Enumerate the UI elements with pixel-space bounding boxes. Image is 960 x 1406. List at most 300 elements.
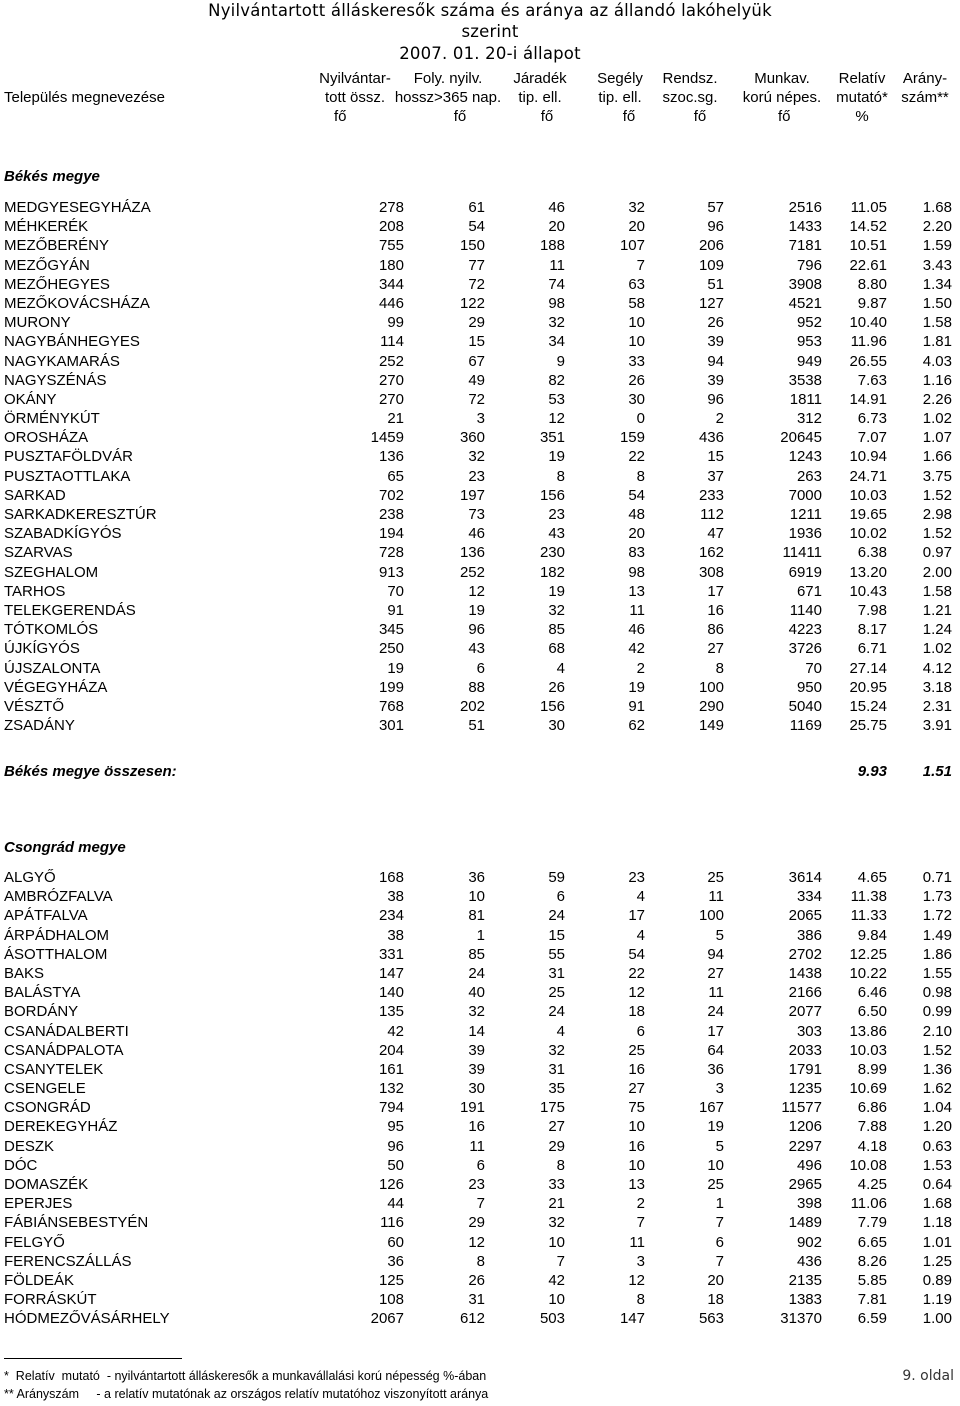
relative-index-cell: 11.05 [850,199,887,216]
registered-total-cell: 19 [387,659,404,677]
registered-total-cell: 108 [378,1291,404,1309]
registered-total-cell: 38 [387,888,404,906]
settlement-name-cell: ÁSOTTHALOM [4,945,108,963]
benefit-cell: 53 [548,390,565,408]
working-age-cell: 1438 [788,964,822,982]
registered-total-cell: 50 [387,1156,404,1174]
table-row [0,1271,960,1290]
working-age-cell: 312 [796,410,822,428]
benefit-cell: 19 [548,448,565,466]
relative-index-cell: 10.08 [849,1156,887,1174]
aid-cell: 11 [629,601,645,619]
registered-total-cell: 446 [378,294,404,312]
table-row [0,256,960,275]
working-age-cell: 1811 [789,390,822,408]
relative-index-cell: 25.75 [849,717,887,735]
header-text: Relatív [838,70,886,87]
header-text: Járadék [513,70,567,87]
header-benefit [495,69,585,126]
registered-total-cell: 95 [387,1118,404,1136]
table-row [0,390,960,409]
settlement-name-cell: CSANÁDALBERTI [4,1022,129,1040]
settlement-name-cell: NAGYBÁNHEGYES [4,333,140,351]
settlement-name-cell: MEZŐKOVÁCSHÁZA [4,294,150,312]
header-social [645,69,735,126]
working-age-cell: 7181 [788,237,822,255]
social-cell: 17 [707,1022,724,1040]
long-term-cell: 8 [476,1252,485,1270]
registered-total-cell: 344 [378,275,404,293]
table-row [0,1233,960,1252]
ratio-cell: 1.66 [922,448,952,466]
benefit-cell: 188 [539,237,565,255]
benefit-cell: 46 [548,199,565,216]
registered-total-cell: 136 [378,448,404,466]
long-term-cell: 1 [476,926,485,944]
relative-index-cell: 14.52 [849,218,887,236]
footnote-divider [4,1358,182,1359]
settlement-name-cell: CSANYTELEK [4,1060,104,1078]
registered-total-cell: 331 [378,945,404,963]
registered-total-cell: 204 [378,1041,404,1059]
settlement-name-cell: ÚJSZALONTA [4,659,101,677]
table-row [0,697,960,716]
settlement-name-cell: MÉHKERÉK [4,218,89,236]
social-cell: 26 [707,314,724,332]
header-unit: fő [334,108,347,125]
aid-cell: 26 [628,371,645,389]
relative-index-cell: 24.71 [849,467,887,485]
relative-index-cell: 11.06 [850,1195,887,1213]
social-cell: 11 [708,888,724,906]
aid-cell: 13 [628,582,645,600]
social-cell: 96 [707,390,724,408]
long-term-cell: 88 [468,678,485,696]
benefit-cell: 32 [548,314,565,332]
working-age-cell: 1211 [789,506,822,523]
relative-index-cell: 10.03 [849,486,887,504]
settlement-name-cell: SZABADKÍGYÓS [4,525,122,543]
table-row [0,620,960,639]
long-term-cell: 29 [468,1214,485,1232]
ratio-cell: 1.49 [922,926,952,944]
ratio-cell: 1.58 [922,314,952,332]
settlement-name-cell: DEREKEGYHÁZ [4,1118,118,1136]
relative-index-cell: 9.84 [857,926,887,944]
long-term-cell: 73 [468,506,485,523]
registered-total-cell: 21 [387,410,404,428]
header-text: tip. ell. [518,89,562,106]
aid-cell: 2 [636,659,645,677]
table-row [0,1002,960,1021]
social-cell: 94 [707,945,724,963]
registered-total-cell: 250 [378,640,404,658]
settlement-name-cell: ZSADÁNY [4,717,75,735]
relative-index-cell: 10.51 [849,237,887,255]
aid-cell: 46 [628,621,645,639]
aid-cell: 22 [628,964,645,982]
working-age-cell: 303 [796,1022,822,1040]
total-ratio-bekes: 1.51 [922,763,952,780]
benefit-cell: 24 [548,1003,565,1021]
social-cell: 7 [715,1252,724,1270]
aid-cell: 23 [628,869,645,886]
working-age-cell: 1169 [789,717,822,735]
table-row [0,1175,960,1194]
header-unit: fő [622,108,636,125]
footnote-ratio: ** Arányszám - a relatív mutatónak az országos relatív mutatóhoz viszonyított aránya [4,1387,489,1401]
ratio-cell: 0.98 [922,984,952,1002]
relative-index-cell: 6.50 [857,1003,887,1021]
settlement-name-cell: ALGYŐ [4,869,56,886]
table-row [0,352,960,371]
settlement-name-cell: FÖLDEÁK [4,1271,75,1289]
ratio-cell: 2.98 [922,506,952,523]
section-title-bekes: Békés megye [4,168,100,185]
working-age-cell: 31370 [780,1310,822,1328]
table-row [0,294,960,313]
ratio-cell: 2.20 [922,218,952,236]
working-age-cell: 2702 [788,945,822,963]
long-term-cell: 15 [468,333,485,351]
title-line-1: Nyilvántartott álláskeresők száma és aránya az állandó lakóhelyük szerint [208,1,772,41]
benefit-cell: 503 [539,1310,565,1328]
relative-index-cell: 8.80 [857,275,887,293]
working-age-cell: 1235 [788,1080,822,1098]
ratio-cell: 1.68 [922,1195,952,1213]
benefit-cell: 11 [549,256,565,274]
working-age-cell: 11411 [782,544,822,562]
social-cell: 149 [698,717,724,735]
table-row [0,313,960,332]
settlement-name-cell: OROSHÁZA [4,429,89,447]
settlement-name-cell: PUSZTAOTTLAKA [4,467,131,485]
table-row [0,887,960,906]
long-term-cell: 252 [459,563,485,581]
relative-index-cell: 27.14 [849,659,887,677]
registered-total-cell: 70 [387,582,404,600]
header-text: tip. ell. [598,89,642,106]
ratio-cell: 1.62 [922,1080,952,1098]
relative-index-cell: 6.65 [857,1233,887,1251]
aid-cell: 42 [628,640,645,658]
settlement-name-cell: TELEKGERENDÁS [4,601,136,619]
working-age-cell: 902 [796,1233,822,1251]
table-row [0,1137,960,1156]
relative-index-cell: 7.79 [857,1214,887,1232]
benefit-cell: 42 [548,1271,565,1289]
settlement-name-cell: OKÁNY [4,390,57,408]
relative-index-cell: 19.65 [849,506,887,523]
registered-total-cell: 270 [378,390,404,408]
settlement-name-cell: PUSZTAFÖLDVÁR [4,448,133,466]
benefit-cell: 4 [556,659,565,677]
settlement-name-cell: SZARVAS [4,544,73,562]
ratio-cell: 1.16 [922,371,952,389]
settlement-name-cell: FERENCSZÁLLÁS [4,1252,132,1270]
ratio-cell: 1.20 [922,1118,952,1136]
registered-total-cell: 194 [378,525,404,543]
aid-cell: 58 [628,294,645,312]
ratio-cell: 2.26 [922,390,952,408]
registered-total-cell: 768 [378,697,404,715]
ratio-cell: 1.73 [922,888,952,906]
social-cell: 17 [707,582,724,600]
working-age-cell: 70 [805,659,822,677]
table-row [0,486,960,505]
benefit-cell: 32 [548,1214,565,1232]
social-cell: 3 [715,1080,724,1098]
social-cell: 5 [715,926,724,944]
ratio-cell: 1.55 [922,964,952,982]
social-cell: 112 [700,506,724,523]
social-cell: 57 [707,199,724,216]
long-term-cell: 6 [476,659,485,677]
registered-total-cell: 38 [387,926,404,944]
table-row [0,1213,960,1232]
working-age-cell: 496 [796,1156,822,1174]
settlement-name-cell: FÁBIÁNSEBESTYÉN [4,1214,149,1232]
aid-cell: 159 [619,429,645,447]
settlement-name-cell: MEZŐGYÁN [4,256,90,274]
table-row [0,371,960,390]
working-age-cell: 2033 [788,1041,822,1059]
table-row [0,926,960,945]
registered-total-cell: 126 [378,1176,404,1193]
ratio-cell: 1.19 [922,1291,952,1309]
header-text: Rendsz. [662,70,718,87]
long-term-cell: 14 [468,1022,485,1040]
long-term-cell: 12 [468,582,485,600]
registered-total-cell: 65 [387,467,404,485]
long-term-cell: 10 [468,888,485,906]
table-row [0,1309,960,1328]
registered-total-cell: 140 [378,984,404,1002]
aid-cell: 20 [628,525,645,543]
ratio-cell: 0.97 [922,544,952,562]
working-age-cell: 3908 [788,275,822,293]
long-term-cell: 29 [468,314,485,332]
table-row [0,983,960,1002]
table-row [0,563,960,582]
benefit-cell: 12 [548,410,565,428]
aid-cell: 0 [636,410,645,428]
ratio-cell: 2.00 [922,563,952,581]
aid-cell: 19 [628,678,645,696]
registered-total-cell: 278 [378,199,404,216]
table-row [0,1117,960,1136]
relative-index-cell: 7.88 [857,1118,887,1136]
settlement-name-cell: ÖRMÉNYKÚT [4,410,100,428]
registered-total-cell: 208 [378,218,404,236]
long-term-cell: 49 [468,371,485,389]
relative-index-cell: 5.85 [857,1271,887,1289]
relative-index-cell: 13.86 [849,1022,887,1040]
table-bekes [0,198,960,735]
benefit-cell: 230 [539,544,565,562]
relative-index-cell: 26.55 [849,352,887,370]
registered-total-cell: 702 [378,486,404,504]
registered-total-cell: 755 [378,237,404,255]
ratio-cell: 1.02 [922,410,952,428]
long-term-cell: 77 [468,256,485,274]
benefit-cell: 31 [548,1060,565,1078]
aid-cell: 91 [628,697,645,715]
aid-cell: 107 [619,237,645,255]
relative-index-cell: 8.26 [857,1252,887,1270]
settlement-name-cell: CSENGELE [4,1080,86,1098]
working-age-cell: 20645 [780,429,822,447]
long-term-cell: 72 [468,275,485,293]
aid-cell: 6 [636,1022,645,1040]
relative-index-cell: 14.91 [849,390,887,408]
relative-index-cell: 8.99 [857,1060,887,1078]
social-cell: 290 [698,697,724,715]
working-age-cell: 436 [796,1252,822,1270]
working-age-cell: 1140 [789,601,822,619]
aid-cell: 10 [628,333,645,351]
working-age-cell: 2077 [788,1003,822,1021]
table-row [0,543,960,562]
long-term-cell: 150 [459,237,485,255]
working-age-cell: 3614 [788,869,822,886]
benefit-cell: 156 [539,486,565,504]
ratio-cell: 0.63 [922,1137,952,1155]
long-term-cell: 6 [476,1156,485,1174]
registered-total-cell: 199 [378,678,404,696]
ratio-cell: 1.58 [922,582,952,600]
relative-index-cell: 11.38 [850,888,887,906]
aid-cell: 20 [628,218,645,236]
aid-cell: 62 [628,717,645,735]
social-cell: 27 [707,964,724,982]
aid-cell: 48 [628,506,645,523]
relative-index-cell: 4.65 [857,869,887,886]
benefit-cell: 4 [556,1022,565,1040]
registered-total-cell: 116 [380,1214,404,1232]
aid-cell: 75 [628,1099,645,1117]
header-text: Munkav. [754,70,810,87]
registered-total-cell: 234 [378,907,404,925]
relative-index-cell: 10.69 [849,1080,887,1098]
registered-total-cell: 42 [387,1022,404,1040]
social-cell: 24 [707,1003,724,1021]
benefit-cell: 33 [548,1176,565,1193]
ratio-cell: 3.43 [922,256,952,274]
ratio-cell: 0.71 [922,869,952,886]
total-label-bekes: Békés megye összesen: [4,763,177,780]
social-cell: 436 [698,429,724,447]
benefit-cell: 10 [548,1233,565,1251]
long-term-cell: 19 [468,601,485,619]
registered-total-cell: 161 [378,1060,404,1078]
ratio-cell: 1.52 [922,1041,952,1059]
aid-cell: 10 [628,1118,645,1136]
ratio-cell: 1.24 [922,621,952,639]
social-cell: 64 [707,1041,724,1059]
aid-cell: 147 [619,1310,645,1328]
registered-total-cell: 168 [378,869,404,886]
working-age-cell: 2135 [788,1271,822,1289]
table-row [0,467,960,486]
settlement-name-cell: NAGYSZÉNÁS [4,371,107,389]
settlement-name-cell: SARKAD [4,486,66,504]
social-cell: 51 [707,275,724,293]
table-row [0,582,960,601]
working-age-cell: 2516 [788,199,822,216]
registered-total-cell: 270 [378,371,404,389]
working-age-cell: 6919 [788,563,822,581]
settlement-name-cell: EPERJES [4,1195,73,1213]
aid-cell: 7 [636,256,645,274]
ratio-cell: 1.81 [922,333,952,351]
aid-cell: 17 [628,907,645,925]
settlement-name-cell: AMBRÓZFALVA [4,888,113,906]
benefit-cell: 6 [556,888,565,906]
working-age-cell: 386 [796,926,822,944]
relative-index-cell: 7.63 [857,371,887,389]
aid-cell: 4 [636,926,645,944]
social-cell: 109 [698,256,724,274]
ratio-cell: 2.10 [922,1022,952,1040]
aid-cell: 32 [628,199,645,216]
relative-index-cell: 7.98 [857,601,887,619]
header-text: korú népes. [742,89,822,106]
ratio-cell: 1.86 [922,945,952,963]
settlement-name-cell: ÚJKÍGYÓS [4,640,80,658]
table-row [0,639,960,658]
social-cell: 2 [715,410,724,428]
long-term-cell: 3 [476,410,485,428]
table-csongrad [0,868,960,1329]
aid-cell: 83 [628,544,645,562]
social-cell: 7 [715,1214,724,1232]
long-term-cell: 12 [468,1233,485,1251]
social-cell: 100 [698,907,724,925]
long-term-cell: 39 [468,1041,485,1059]
settlement-name-cell: HÓDMEZŐVÁSÁRHELY [4,1310,170,1328]
working-age-cell: 952 [796,314,822,332]
benefit-cell: 25 [548,984,565,1002]
relative-index-cell: 12.25 [849,945,887,963]
working-age-cell: 2065 [788,907,822,925]
ratio-cell: 1.01 [922,1233,952,1251]
benefit-cell: 43 [548,525,565,543]
ratio-cell: 0.99 [922,1003,952,1021]
social-cell: 162 [698,544,724,562]
relative-index-cell: 6.86 [857,1099,887,1117]
long-term-cell: 43 [468,640,485,658]
aid-cell: 4 [636,888,645,906]
aid-cell: 12 [628,1271,645,1289]
working-age-cell: 1489 [788,1214,822,1232]
social-cell: 39 [707,333,724,351]
long-term-cell: 61 [468,199,485,216]
header-unit: fő [693,108,707,125]
ratio-cell: 1.52 [922,525,952,543]
total-relative-bekes: 9.93 [857,763,887,780]
settlement-name-cell: ÁRPÁDHALOM [4,926,110,944]
table-row [0,906,960,925]
working-age-cell: 7000 [788,486,822,504]
ratio-cell: 1.68 [922,199,952,216]
social-cell: 39 [707,371,724,389]
header-unit: fő [778,108,791,125]
working-age-cell: 11577 [781,1099,822,1117]
relative-index-cell: 10.40 [849,314,887,332]
settlement-name-cell: FORRÁSKÚT [4,1291,97,1309]
working-age-cell: 334 [796,888,822,906]
